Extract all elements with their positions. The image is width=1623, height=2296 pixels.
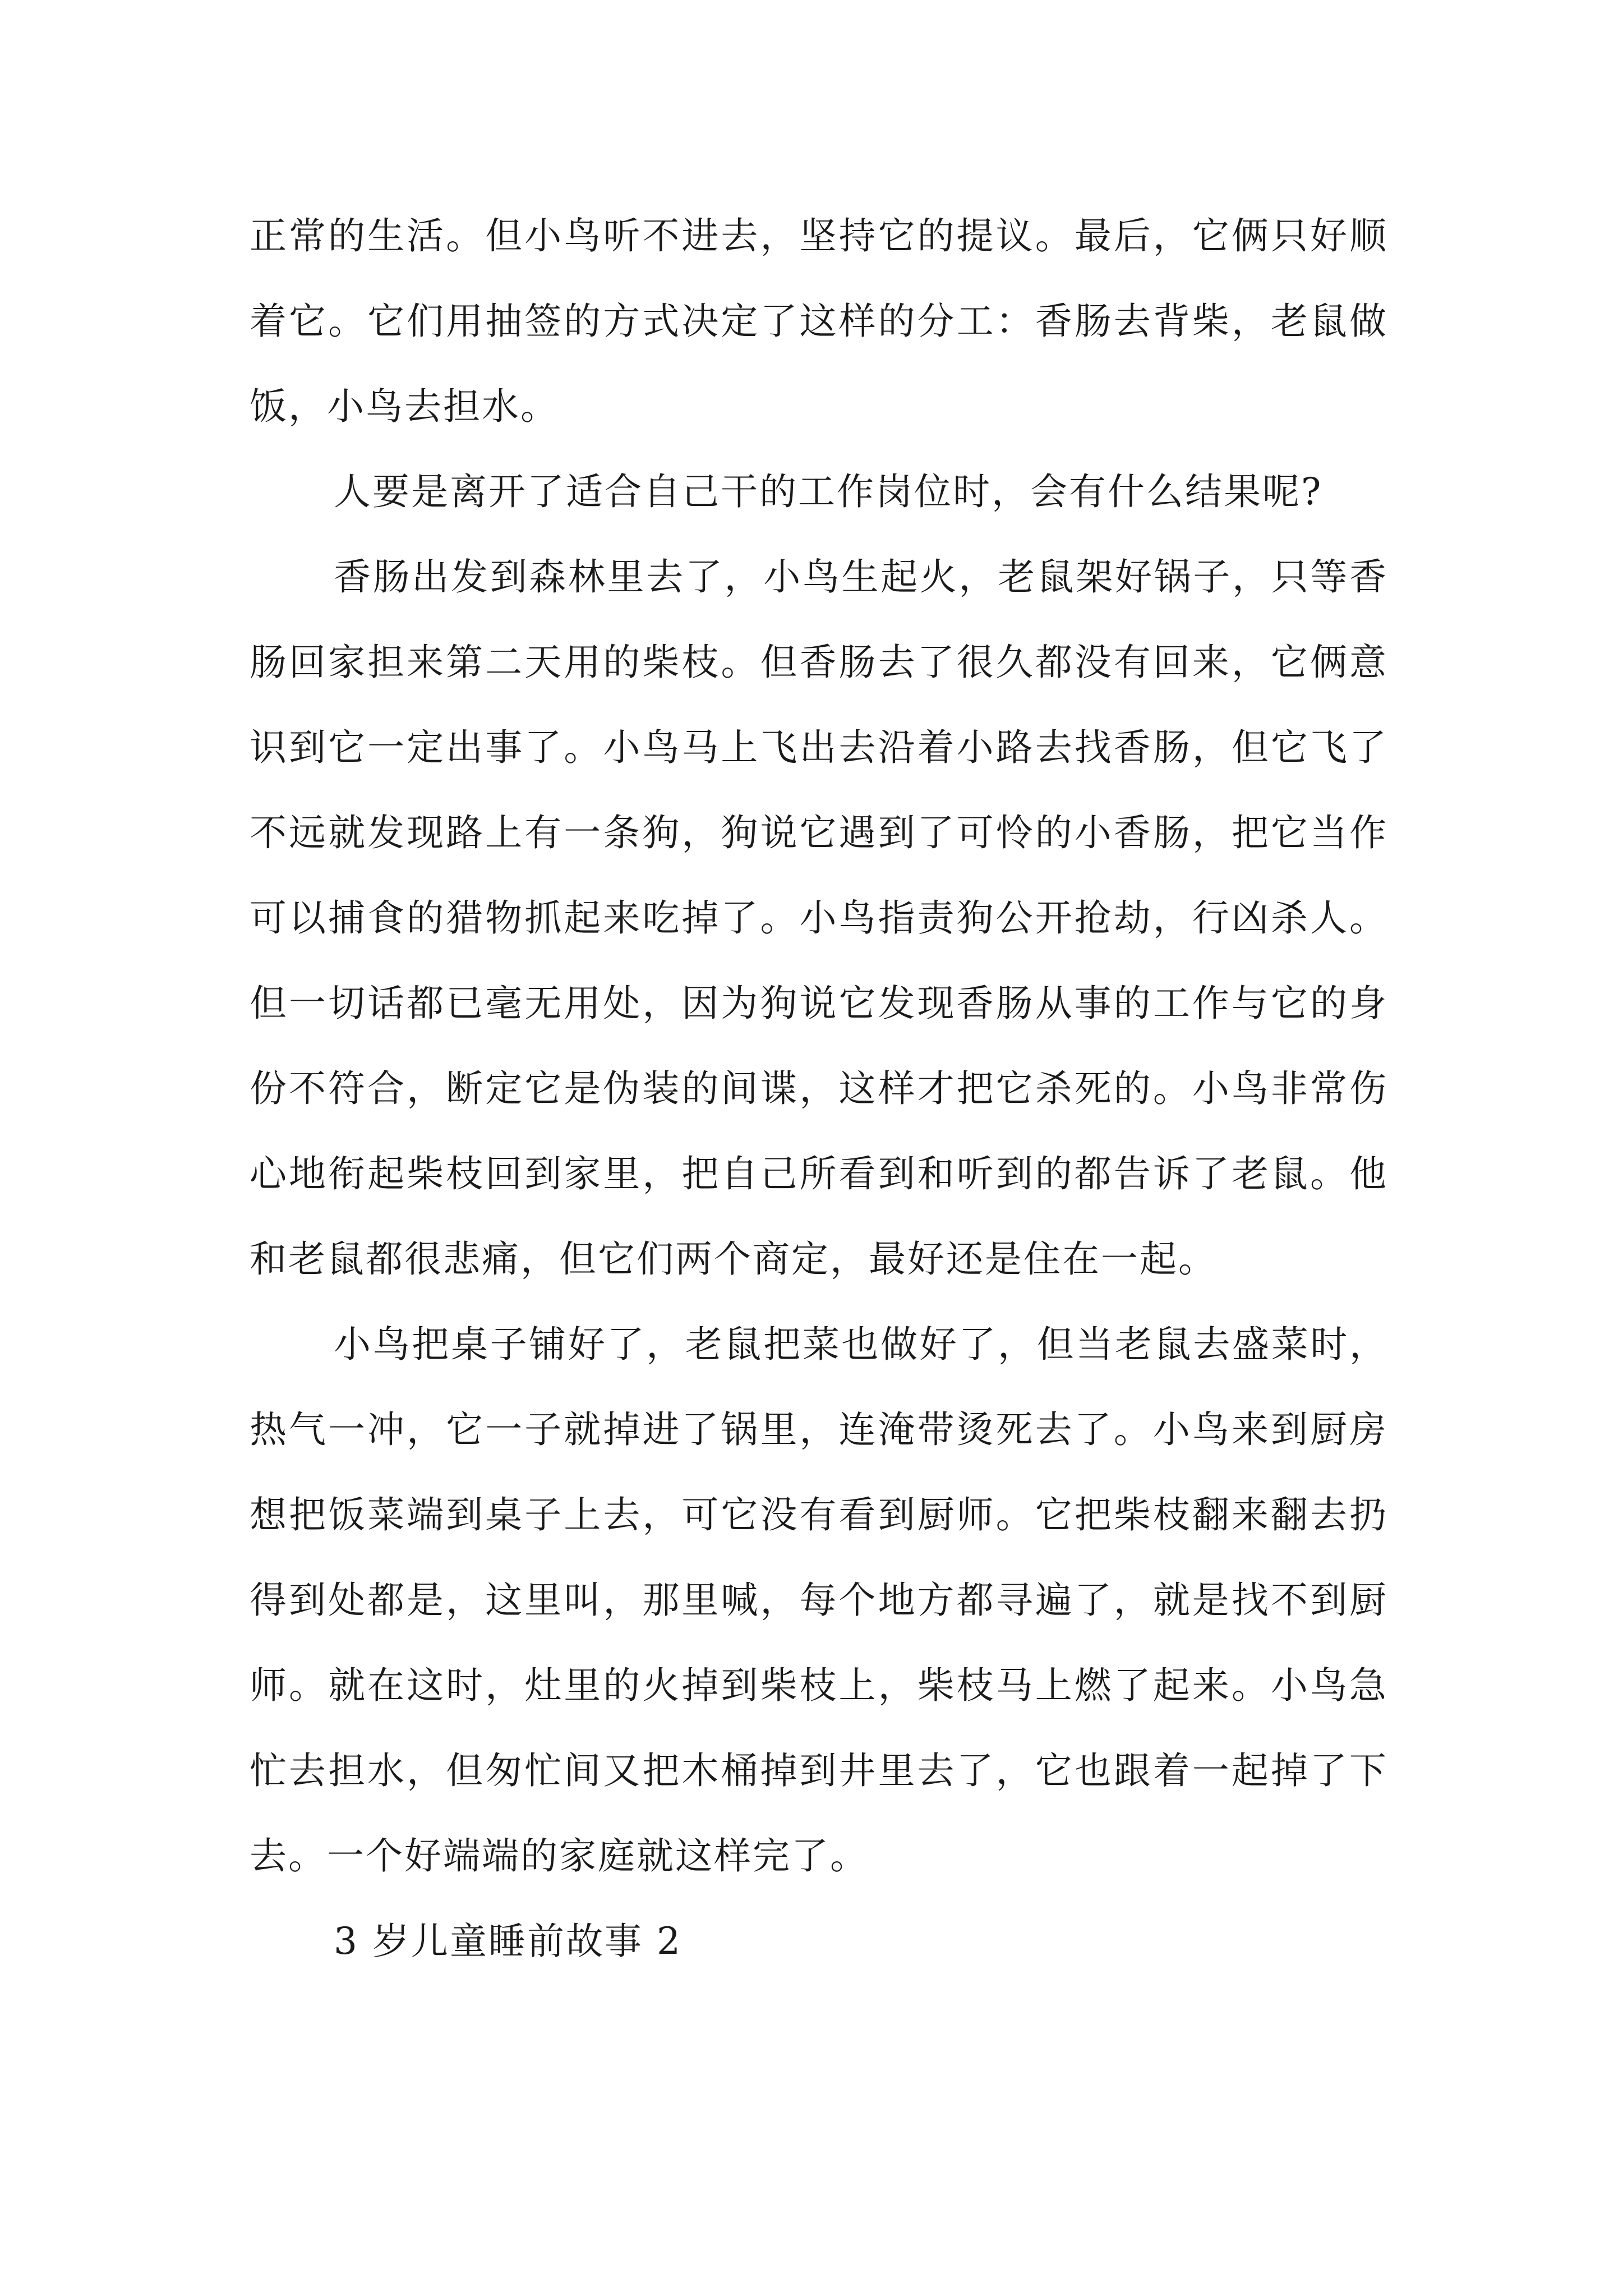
paragraph-sausage-story: 香肠出发到森林里去了，小鸟生起火，老鼠架好锅子，只等香肠回家担来第二天用的柴枝。但香肠去了很久都没有回来，它俩意识到它一定出事了。小鸟马上飞出去沿着小路去找香肠，但它飞了不远就发现路上有一条狗，狗说它遇到了可怜的小香肠，把它当作可以捕食的猎物抓起来吃掉了。小鸟指责狗公开抢劫，行凶杀人。但一切话都已毫无用处，因为狗说它发现香肠从事的工作与它的身份不符合，断定它是伪装的间谍，这样才把它杀死的。小鸟非常伤心地衔起柴枝回到家里，把自己所看到和听到的都告诉了老鼠。他和老鼠都很悲痛，但它们两个商定，最好还是住在一起。: [250, 555, 1388, 1281]
section-title: 3 岁儿童睡前故事 2: [334, 1920, 682, 1963]
paragraph-continued: 正常的生活。但小鸟听不进去，坚持它的提议。最后，它俩只好顺着它。它们用抽签的方式决定了这样的分工：香肠去背柴，老鼠做饭，小鸟去担水。: [250, 214, 1388, 428]
document-body: [250, 194, 1388, 1984]
paragraph-question: 人要是离开了适合自己干的工作岗位时，会有什么结果呢?: [334, 470, 1323, 513]
paragraph-ending: 小鸟把桌子铺好了，老鼠把菜也做好了，但当老鼠去盛菜时，热气一冲，它一子就掉进了锅里，连淹带烫死去了。小鸟来到厨房想把饭菜端到桌子上去，可它没有看到厨师。它把柴枝翻来翻去扔得到处都是，这里叫，那里喊，每个地方都寻遍了，就是找不到厨师。就在这时，灶里的火掉到柴枝上，柴枝马上燃了起来。小鸟急忙去担水，但匆忙间又把木桶掉到井里去了，它也跟着一起掉了下去。一个好端端的家庭就这样完了。: [250, 1323, 1388, 1878]
